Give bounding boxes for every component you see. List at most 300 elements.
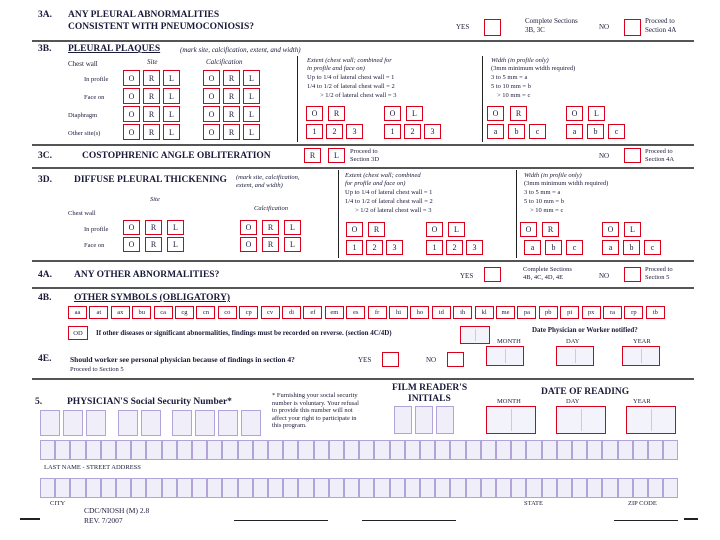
row-label-in-profile: In profile (84, 76, 109, 83)
extent-l-checkbox[interactable]: L (448, 222, 465, 237)
symbol-cp-checkbox[interactable]: cp (239, 306, 258, 319)
calc-o-checkbox[interactable]: O (203, 124, 220, 140)
ssn-digit-cell[interactable] (118, 410, 138, 436)
divider (32, 287, 694, 289)
section-3a-yes-checkbox[interactable] (484, 19, 501, 36)
section-4a-yes-label: YES (460, 272, 474, 280)
name-character-cell[interactable] (40, 440, 55, 460)
city-character-cell[interactable] (420, 478, 435, 498)
section-4a-title: ANY OTHER ABNORMALITIES? (74, 270, 220, 280)
ssn-digit-cell[interactable] (141, 410, 161, 436)
section-3d-chest-wall: Chest wall (68, 210, 96, 217)
width-b-checkbox[interactable]: b (508, 124, 525, 139)
section-4e-question: Should worker see personal physician because of findings in section 4? (70, 355, 295, 364)
name-character-cell[interactable] (466, 440, 481, 460)
reading-month-field[interactable] (486, 406, 536, 434)
costophrenic-l-checkbox[interactable]: L (328, 148, 345, 163)
section-3b-extent-1: Up to 1/4 of lateral chest wall = 1 (307, 74, 395, 81)
calc-l-checkbox[interactable]: L (243, 70, 260, 86)
city-character-cell[interactable] (55, 478, 70, 498)
city-character-cell[interactable] (511, 478, 526, 498)
name-character-cell[interactable] (572, 440, 587, 460)
section-3b-width-title2: (3mm minimum width required) (491, 65, 576, 72)
ssn-digit-cell[interactable] (86, 410, 106, 436)
calc-r-checkbox[interactable]: R (223, 70, 240, 86)
name-character-cell[interactable] (146, 440, 161, 460)
width-o-checkbox[interactable]: O (602, 222, 619, 237)
name-character-cell[interactable] (481, 440, 496, 460)
site-l-checkbox[interactable]: L (163, 106, 180, 122)
name-character-cell[interactable] (526, 440, 541, 460)
width-c-checkbox[interactable]: c (644, 240, 661, 255)
extent-3-checkbox[interactable]: 3 (346, 124, 363, 139)
section-3b-extent-3: > 1/2 of lateral chest wall = 3 (320, 92, 397, 99)
city-character-cell[interactable] (116, 478, 131, 498)
section-3c-no-label: NO (599, 152, 610, 160)
symbol-id-checkbox[interactable]: id (432, 306, 451, 319)
site-l-checkbox[interactable]: L (163, 70, 180, 86)
city-character-cell[interactable] (238, 478, 253, 498)
section-4a-complete-line1: Complete Sections (523, 266, 572, 273)
ssn-digit-cell[interactable] (218, 410, 238, 436)
site-l-checkbox[interactable]: L (163, 124, 180, 140)
width-l-checkbox[interactable]: L (588, 106, 605, 121)
section-3b-site-header: Site (147, 58, 158, 66)
name-character-cell[interactable] (329, 440, 344, 460)
name-character-cell[interactable] (344, 440, 359, 460)
city-character-cell[interactable] (587, 478, 602, 498)
section-3d-extent-1: Up to 1/4 of lateral chest wall = 1 (345, 189, 433, 196)
name-character-cell[interactable] (602, 440, 617, 460)
name-character-cell[interactable] (618, 440, 633, 460)
section-4a-complete-line2: 4B, 4C, 4D, 4E (523, 274, 564, 281)
calc-r-checkbox[interactable]: R (262, 237, 279, 252)
symbol-ax-checkbox[interactable]: ax (111, 306, 130, 319)
costophrenic-r-checkbox[interactable]: R (304, 148, 321, 163)
calc-r-checkbox[interactable]: R (223, 88, 240, 104)
notified-year-field[interactable] (622, 346, 660, 366)
divider (516, 170, 517, 258)
site-r-checkbox[interactable]: R (143, 88, 160, 104)
section-3b-width-3: > 10 mm = c (497, 92, 531, 99)
site-r-checkbox[interactable]: R (143, 124, 160, 140)
site-o-checkbox[interactable]: O (123, 220, 140, 235)
name-character-cell[interactable] (542, 440, 557, 460)
extent-2-checkbox[interactable]: 2 (366, 240, 383, 255)
city-character-cell[interactable] (526, 478, 541, 498)
name-character-cell[interactable] (70, 440, 85, 460)
symbol-tb-checkbox[interactable]: tb (646, 306, 665, 319)
name-character-cell[interactable] (663, 440, 678, 460)
symbol-cv-checkbox[interactable]: cv (261, 306, 280, 319)
site-l-checkbox[interactable]: L (163, 88, 180, 104)
city-character-cell[interactable] (557, 478, 572, 498)
city-character-cell[interactable] (329, 478, 344, 498)
width-a-checkbox[interactable]: a (487, 124, 504, 139)
extent-2-checkbox[interactable]: 2 (446, 240, 463, 255)
extent-3-checkbox[interactable]: 3 (466, 240, 483, 255)
ssn-disclaimer-line: to provide this number will not (272, 407, 353, 414)
city-character-cell[interactable] (146, 478, 161, 498)
section-3b-width-title1: Width (in profile only) (491, 57, 549, 64)
city-character-cell[interactable] (572, 478, 587, 498)
symbol-pa-checkbox[interactable]: pa (517, 306, 536, 319)
name-character-cell[interactable] (207, 440, 222, 460)
extent-o-checkbox[interactable]: O (306, 106, 323, 121)
section-3b-title: PLEURAL PLAQUES (68, 44, 161, 54)
section-3d-width-3: > 10 mm = c (530, 207, 564, 214)
extent-l-checkbox[interactable]: L (406, 106, 423, 121)
city-character-cell[interactable] (663, 478, 678, 498)
name-character-cell[interactable] (86, 440, 101, 460)
city-label: CITY (50, 500, 66, 507)
footer-rule (614, 520, 678, 521)
calc-l-checkbox[interactable]: L (243, 88, 260, 104)
calc-l-checkbox[interactable]: L (243, 124, 260, 140)
site-o-checkbox[interactable]: O (123, 237, 140, 252)
symbol-es-checkbox[interactable]: es (346, 306, 365, 319)
section-4b-title: OTHER SYMBOLS (OBLIGATORY) (74, 293, 231, 303)
width-b-checkbox[interactable]: b (623, 240, 640, 255)
ssn-digit-cell[interactable] (241, 410, 261, 436)
name-character-cell[interactable] (648, 440, 663, 460)
name-address-label: LAST NAME - STREET ADDRESS (44, 464, 141, 471)
section-3a-title-line1: ANY PLEURAL ABNORMALITIES (68, 10, 220, 20)
section-3a-proceed-line1: Proceed to (645, 17, 675, 25)
ssn-disclaimer-line: * Furnishing your social security (272, 392, 358, 399)
section-3c-title: COSTOPHRENIC ANGLE OBLITERATION (82, 151, 271, 161)
extent-1-checkbox[interactable]: 1 (426, 240, 443, 255)
initials-cell[interactable] (394, 406, 412, 434)
reading-day-label: DAY (566, 398, 580, 405)
symbol-aa-checkbox[interactable]: aa (68, 306, 87, 319)
section-3c-proceed-no-line1: Proceed to (645, 148, 673, 155)
width-c-checkbox[interactable]: c (608, 124, 625, 139)
section-3d-note1: (mark site, calcification, (236, 174, 300, 181)
divider (32, 144, 694, 146)
site-o-checkbox[interactable]: O (123, 106, 140, 122)
extent-r-checkbox[interactable]: R (328, 106, 345, 121)
section-4e-yes-label: YES (358, 356, 372, 364)
symbol-ca-checkbox[interactable]: ca (154, 306, 173, 319)
calc-o-checkbox[interactable]: O (203, 106, 220, 122)
footer-rule (20, 518, 40, 520)
symbol-ra-checkbox[interactable]: ra (603, 306, 622, 319)
city-character-cell[interactable] (253, 478, 268, 498)
calc-l-checkbox[interactable]: L (243, 106, 260, 122)
symbol-co-checkbox[interactable]: co (218, 306, 237, 319)
footer-rule (362, 520, 456, 521)
city-character-cell[interactable] (283, 478, 298, 498)
name-character-cell[interactable] (587, 440, 602, 460)
name-character-cell[interactable] (298, 440, 313, 460)
section-3b-number: 3B. (38, 44, 52, 54)
extent-r-checkbox[interactable]: R (368, 222, 385, 237)
calc-r-checkbox[interactable]: R (223, 124, 240, 140)
city-character-cell[interactable] (633, 478, 648, 498)
section-3b-chest-wall: Chest wall (68, 60, 98, 68)
city-character-cell[interactable] (648, 478, 663, 498)
city-character-cell[interactable] (298, 478, 313, 498)
row-label-face-on: Face on (84, 242, 105, 249)
width-o-checkbox[interactable]: O (487, 106, 504, 121)
initials-cell[interactable] (415, 406, 433, 434)
name-character-cell[interactable] (268, 440, 283, 460)
symbol-bu-checkbox[interactable]: bu (132, 306, 151, 319)
section-4e-number: 4E. (38, 354, 52, 364)
name-character-cell[interactable] (55, 440, 70, 460)
section-3b-width-1: 3 to 5 mm = a (491, 74, 528, 81)
city-character-cell[interactable] (314, 478, 329, 498)
city-character-cell[interactable] (359, 478, 374, 498)
extent-2-checkbox[interactable]: 2 (404, 124, 421, 139)
ssn-disclaimer-line: affect your right to participate in (272, 414, 357, 422)
symbol-me-checkbox[interactable]: me (496, 306, 515, 319)
symbol-fr-checkbox[interactable]: fr (368, 306, 387, 319)
name-character-cell[interactable] (450, 440, 465, 460)
section-3a-no-checkbox[interactable] (624, 19, 641, 36)
ssn-disclaimer (272, 392, 359, 430)
section-3a-proceed-line2: Section 4A (645, 26, 677, 34)
section-3b-extent-title1: Extent (chest wall; combined for (307, 57, 392, 64)
city-character-cell[interactable] (542, 478, 557, 498)
name-character-cell[interactable] (435, 440, 450, 460)
extent-2-checkbox[interactable]: 2 (326, 124, 343, 139)
ssn-digit-cell[interactable] (172, 410, 192, 436)
name-character-cell[interactable] (511, 440, 526, 460)
section-3b-width-2: 5 to 10 mm = b (491, 83, 531, 90)
name-character-cell[interactable] (420, 440, 435, 460)
city-character-cell[interactable] (618, 478, 633, 498)
city-character-cell[interactable] (450, 478, 465, 498)
name-character-cell[interactable] (116, 440, 131, 460)
city-character-cell[interactable] (86, 478, 101, 498)
name-character-cell[interactable] (283, 440, 298, 460)
width-b-checkbox[interactable]: b (587, 124, 604, 139)
section-4e-yes-checkbox[interactable] (382, 352, 399, 367)
extent-1-checkbox[interactable]: 1 (306, 124, 323, 139)
city-character-cell[interactable] (496, 478, 511, 498)
section-3a-no-label: NO (599, 23, 610, 31)
name-character-cell[interactable] (314, 440, 329, 460)
name-character-cell[interactable] (177, 440, 192, 460)
footer-rule (684, 518, 698, 520)
section-4a-no-checkbox[interactable] (624, 267, 641, 282)
symbol-px-checkbox[interactable]: px (582, 306, 601, 319)
symbol-at-checkbox[interactable]: at (89, 306, 108, 319)
city-character-cell[interactable] (70, 478, 85, 498)
name-character-cell[interactable] (131, 440, 146, 460)
site-r-checkbox[interactable]: R (143, 70, 160, 86)
name-character-cell[interactable] (253, 440, 268, 460)
extent-3-checkbox[interactable]: 3 (386, 240, 403, 255)
section-5-number: 5. (35, 397, 43, 407)
notified-month-field[interactable] (486, 346, 524, 366)
section-3a-title-line2: CONSISTENT WITH PNEUMOCONIOSIS? (68, 22, 255, 32)
site-o-checkbox[interactable]: O (123, 88, 140, 104)
row-label-other-sites: Other site(s) (68, 130, 101, 137)
section-3c-proceed-no-line2: Section 4A (645, 156, 675, 163)
site-o-checkbox[interactable]: O (123, 70, 140, 86)
city-character-cell[interactable] (405, 478, 420, 498)
extent-o-checkbox[interactable]: O (426, 222, 443, 237)
city-character-cell[interactable] (374, 478, 389, 498)
symbol-cn-checkbox[interactable]: cn (196, 306, 215, 319)
site-r-checkbox[interactable]: R (143, 106, 160, 122)
city-character-cell[interactable] (177, 478, 192, 498)
name-character-cell[interactable] (390, 440, 405, 460)
city-character-cell[interactable] (40, 478, 55, 498)
extent-3-checkbox[interactable]: 3 (424, 124, 441, 139)
form-revision: REV. 7/2007 (84, 516, 123, 525)
width-l-checkbox[interactable]: L (624, 222, 641, 237)
city-character-cell[interactable] (466, 478, 481, 498)
calc-o-checkbox[interactable]: O (203, 70, 220, 86)
symbol-pi-checkbox[interactable]: pi (560, 306, 579, 319)
name-character-cell[interactable] (405, 440, 420, 460)
width-a-checkbox[interactable]: a (566, 124, 583, 139)
city-character-cell[interactable] (435, 478, 450, 498)
section-3d-width-2: 5 to 10 mm = b (524, 198, 564, 205)
section-4a-proceed-line1: Proceed to (645, 266, 673, 273)
city-character-cell[interactable] (602, 478, 617, 498)
reading-year-field[interactable] (626, 406, 676, 434)
city-character-cell[interactable] (131, 478, 146, 498)
width-o-checkbox[interactable]: O (520, 222, 537, 237)
ssn-disclaimer-line: this program. (272, 422, 307, 429)
section-3d-calc-header: Calcification (254, 205, 288, 212)
name-character-cell[interactable] (557, 440, 572, 460)
site-l-checkbox[interactable]: L (167, 237, 184, 252)
footer-rule (234, 520, 328, 521)
section-3d-extent-title2: for profile and face on) (345, 180, 406, 187)
section-3a-number: 3A. (38, 10, 52, 20)
extent-1-checkbox[interactable]: 1 (384, 124, 401, 139)
name-character-cell[interactable] (192, 440, 207, 460)
section-4e-no-checkbox[interactable] (447, 352, 464, 367)
width-a-checkbox[interactable]: a (524, 240, 541, 255)
calc-l-checkbox[interactable]: L (284, 220, 301, 235)
form-number: CDC/NIOSH (M) 2.8 (84, 506, 150, 515)
section-3c-no-checkbox[interactable] (624, 148, 641, 163)
width-c-checkbox[interactable]: c (566, 240, 583, 255)
ssn-disclaimer-line: number is voluntary. Your refusal (272, 399, 359, 407)
city-character-cell[interactable] (192, 478, 207, 498)
name-character-cell[interactable] (633, 440, 648, 460)
calc-o-checkbox[interactable]: O (203, 88, 220, 104)
city-character-cell[interactable] (268, 478, 283, 498)
city-character-cell[interactable] (222, 478, 237, 498)
width-r-checkbox[interactable]: R (542, 222, 559, 237)
calc-l-checkbox[interactable]: L (284, 237, 301, 252)
symbol-ef-checkbox[interactable]: ef (303, 306, 322, 319)
site-r-checkbox[interactable]: R (145, 220, 162, 235)
width-a-checkbox[interactable]: a (602, 240, 619, 255)
divider (482, 56, 483, 142)
name-character-cell[interactable] (222, 440, 237, 460)
physician-ssn-label: PHYSICIAN'S Social Security Number* (67, 397, 232, 407)
row-label-in-profile: In profile (84, 226, 109, 233)
section-3b-note: (mark site, calcification, extent, and width) (180, 46, 301, 54)
section-3a-complete-line2: 3B, 3C (525, 26, 545, 34)
symbol-od-checkbox[interactable]: OD (68, 326, 88, 340)
extent-o-checkbox[interactable]: O (346, 222, 363, 237)
notified-month-label: MONTH (497, 338, 521, 345)
city-character-cell[interactable] (344, 478, 359, 498)
section-4e-proceed: Proceed to Section 5 (70, 366, 124, 373)
name-character-cell[interactable] (359, 440, 374, 460)
extent-1-checkbox[interactable]: 1 (346, 240, 363, 255)
site-r-checkbox[interactable]: R (145, 237, 162, 252)
section-3b-extent-2: 1/4 to 1/2 of lateral chest wall = 2 (307, 83, 395, 90)
symbol-cg-checkbox[interactable]: cg (175, 306, 194, 319)
initials-cell[interactable] (436, 406, 454, 434)
reading-day-field[interactable] (556, 406, 606, 434)
name-character-cell[interactable] (101, 440, 116, 460)
ssn-digit-cell[interactable] (40, 410, 60, 436)
section-3c-number: 3C. (38, 151, 52, 161)
city-character-cell[interactable] (162, 478, 177, 498)
section-4a-number: 4A. (38, 270, 52, 280)
symbol-rp-checkbox[interactable]: rp (624, 306, 643, 319)
site-o-checkbox[interactable]: O (123, 124, 140, 140)
film-reader-label-line1: FILM READER'S (392, 383, 468, 393)
ssn-digit-cell[interactable] (195, 410, 215, 436)
symbol-em-checkbox[interactable]: em (325, 306, 344, 319)
width-r-checkbox[interactable]: R (510, 106, 527, 121)
section-3d-width-1: 3 to 5 mm = a (524, 189, 561, 196)
site-l-checkbox[interactable]: L (167, 220, 184, 235)
width-o-checkbox[interactable]: O (566, 106, 583, 121)
zip-label: ZIP CODE (628, 500, 657, 507)
name-character-cell[interactable] (162, 440, 177, 460)
city-character-cell[interactable] (481, 478, 496, 498)
section-4a-yes-checkbox[interactable] (484, 267, 501, 282)
row-label-diaphragm: Diaphragm (68, 112, 98, 119)
symbol-ho-checkbox[interactable]: ho (410, 306, 429, 319)
calc-r-checkbox[interactable]: R (223, 106, 240, 122)
film-reader-label-line2: INITIALS (408, 394, 451, 404)
section-3c-proceed-line2: Section 3D (350, 156, 380, 163)
city-character-cell[interactable] (101, 478, 116, 498)
city-character-cell[interactable] (390, 478, 405, 498)
symbol-hi-checkbox[interactable]: hi (389, 306, 408, 319)
city-character-cell[interactable] (207, 478, 222, 498)
symbol-pb-checkbox[interactable]: pb (539, 306, 558, 319)
name-character-cell[interactable] (496, 440, 511, 460)
extent-o-checkbox[interactable]: O (384, 106, 401, 121)
notified-day-field[interactable] (556, 346, 594, 366)
section-3d-number: 3D. (38, 175, 52, 185)
calc-o-checkbox[interactable]: O (240, 237, 257, 252)
calc-o-checkbox[interactable]: O (240, 220, 257, 235)
section-3d-width-title1: Width (in profile only) (524, 172, 582, 179)
symbol-ih-checkbox[interactable]: ih (453, 306, 472, 319)
section-3d-note2: extent, and width) (236, 182, 283, 189)
section-3d-extent-3: > 1/2 of lateral chest wall = 3 (355, 207, 432, 214)
symbol-di-checkbox[interactable]: di (282, 306, 301, 319)
name-character-cell[interactable] (374, 440, 389, 460)
symbol-kl-checkbox[interactable]: kl (475, 306, 494, 319)
reading-year-label: YEAR (633, 398, 651, 405)
notified-checkbox-pair[interactable] (460, 326, 490, 344)
section-4a-no-label: NO (599, 272, 610, 280)
width-c-checkbox[interactable]: c (529, 124, 546, 139)
width-b-checkbox[interactable]: b (545, 240, 562, 255)
ssn-digit-cell[interactable] (63, 410, 83, 436)
calc-r-checkbox[interactable]: R (262, 220, 279, 235)
name-character-cell[interactable] (238, 440, 253, 460)
